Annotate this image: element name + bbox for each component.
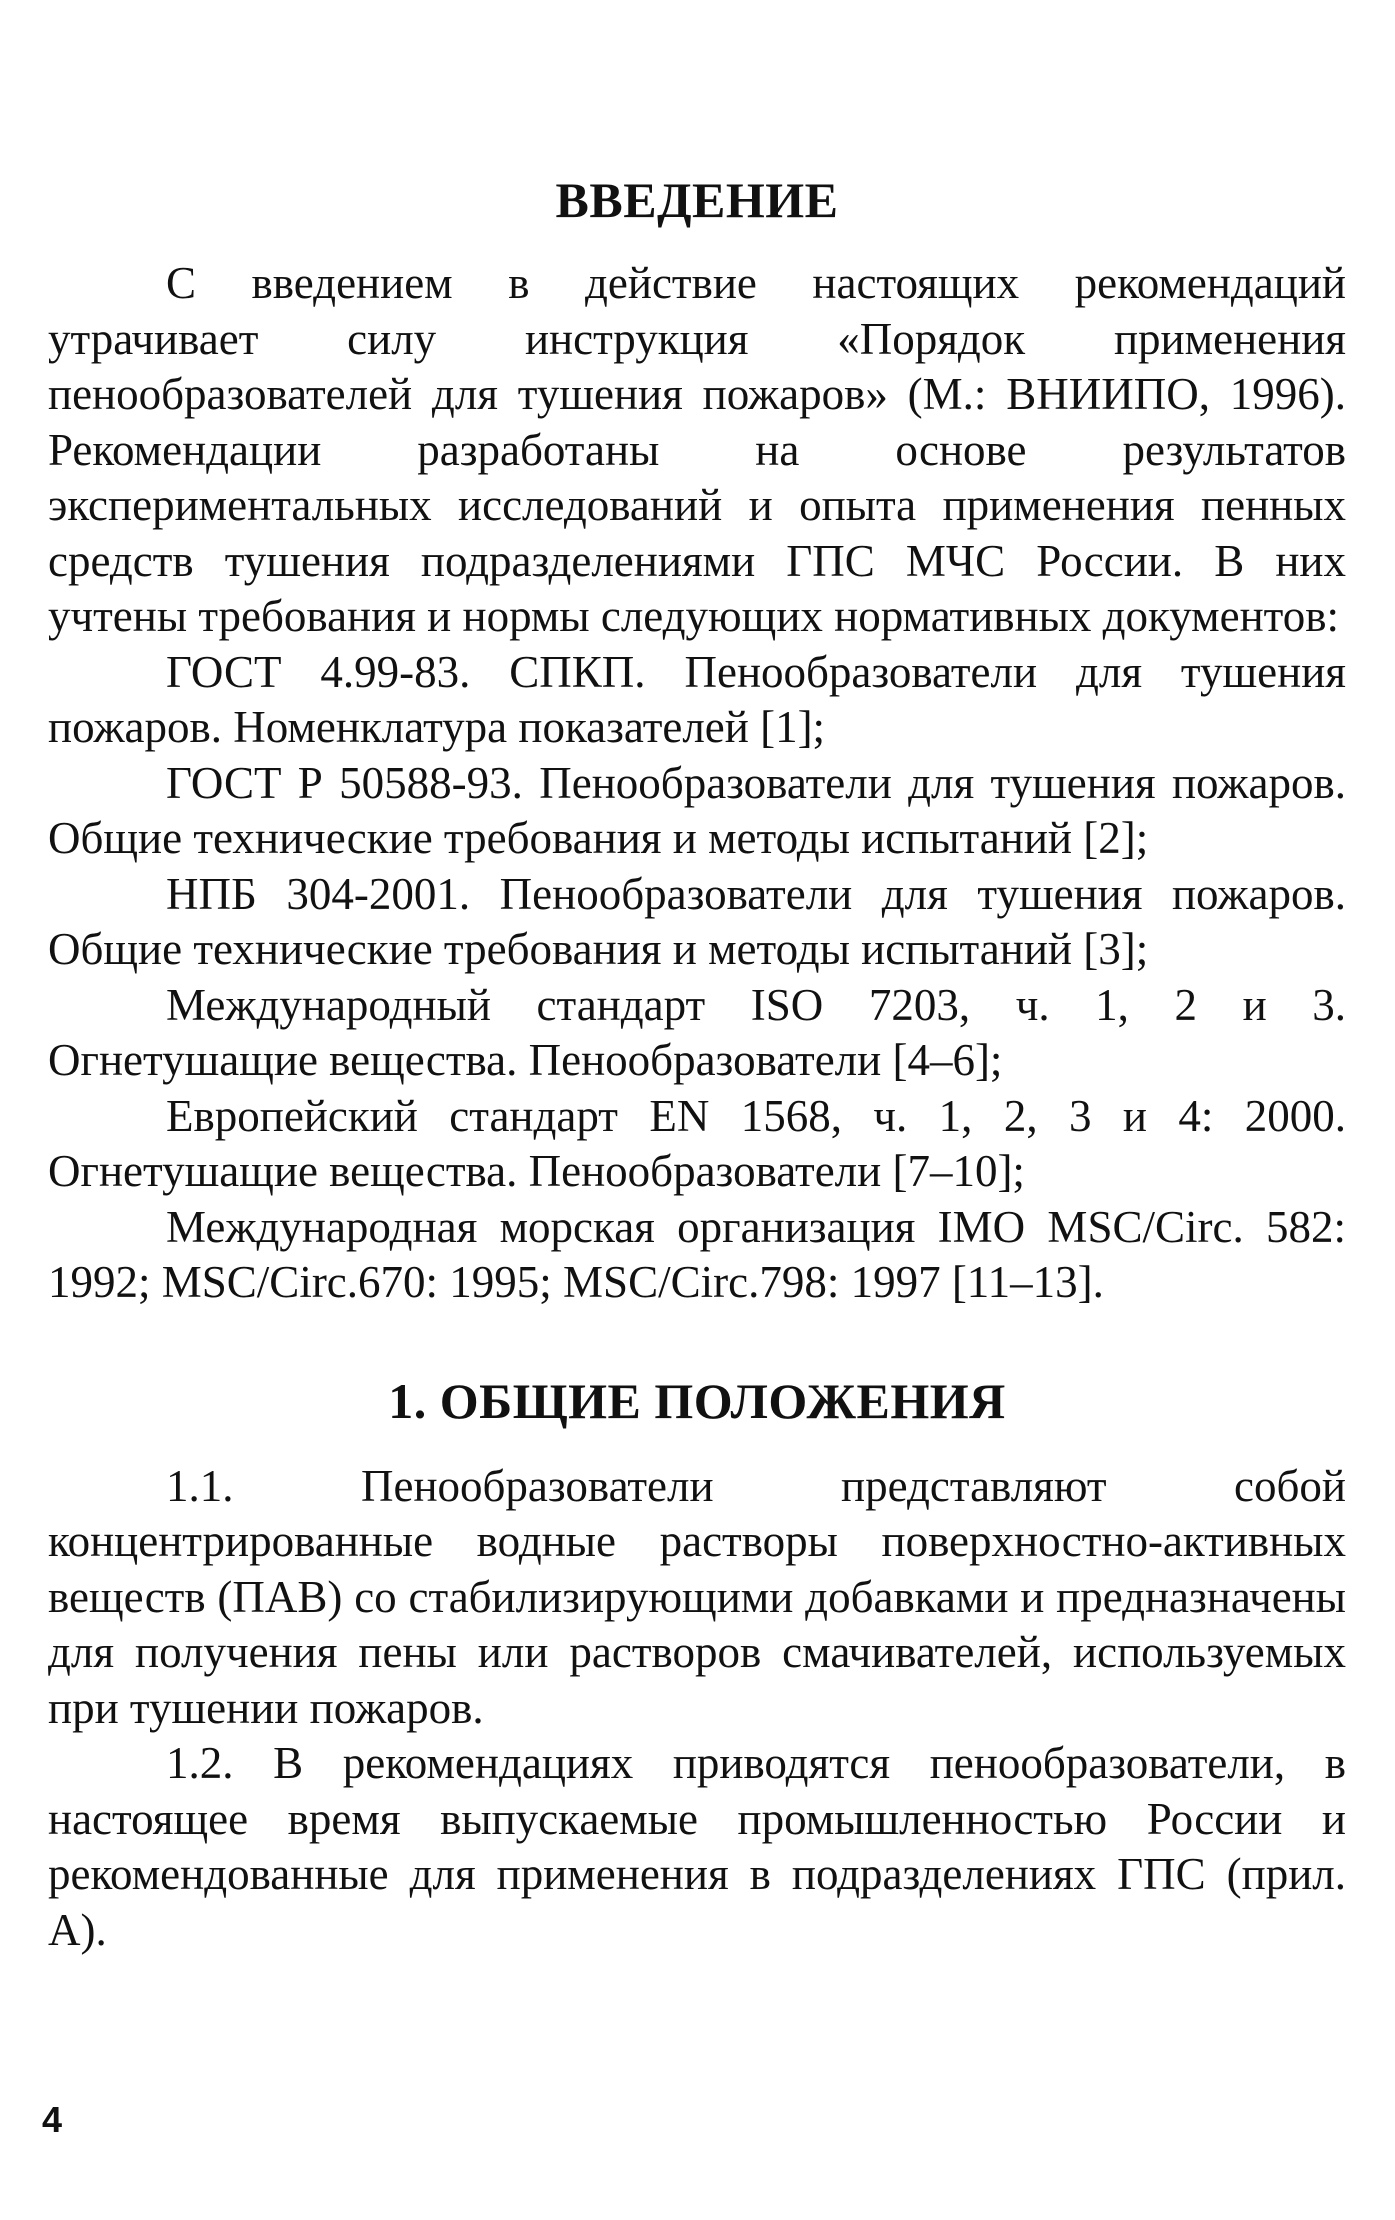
reference-gost-r-50588-93: ГОСТ Р 50588-93. Пенообразователи для тушения пожаров. Общие технические требования и методы испытаний [2]; — [48, 757, 1346, 863]
page-content — [48, 168, 1346, 1958]
heading-introduction: ВВЕДЕНИЕ — [555, 172, 839, 228]
reference-npb-304-2001: НПБ 304-2001. Пенообразователи для тушения пожаров. Общие технические требования и методы испытаний [3]; — [48, 868, 1346, 974]
intro-paragraph: С введением в действие настоящих рекомендаций утрачивает силу инструкция «Порядок применения пенообразователей для тушения пожаров» (М.: ВНИИПО, 1996). Рекомендации разработаны на основе результатов экспериментальных исследований и опыта применения пенных средств тушения подразделениями ГПС МЧС России. В них учтены требования и нормы следующих нормативных документов: — [48, 258, 1346, 641]
clause-1-1: 1.1. Пенообразователи представляют собой концентрированные водные растворы поверхностно-активных веществ (ПАВ) со стабилизирующими добавками и предназначены для получения пены или растворов смачивателей, используемых при тушении пожаров. — [48, 1460, 1346, 1733]
clause-1-2: 1.2. В рекомендациях приводятся пенообразователи, в настоящее время выпускаемые промышленностью России и рекомендованные для применения в подразделениях ГПС (прил. А). — [48, 1738, 1346, 1955]
heading-general-provisions: 1. ОБЩИЕ ПОЛОЖЕНИЯ — [388, 1372, 1006, 1429]
reference-iso-7203: Международный стандарт ISO 7203, ч. 1, 2 и 3. Огнетушащие вещества. Пенообразователи [4–6]; — [48, 979, 1346, 1085]
page-number: 4 — [42, 2099, 63, 2140]
reference-gost-4-99-83: ГОСТ 4.99-83. СПКП. Пенообразователи для тушения пожаров. Номенклатура показателей [1]; — [48, 646, 1346, 752]
reference-imo-msc: Международная морская организация IMO MSC/Circ. 582: 1992; MSC/Circ.670: 1995; MSC/Circ.798: 1997 [11–13]. — [48, 1201, 1346, 1307]
reference-en-1568: Европейский стандарт EN 1568, ч. 1, 2, 3 и 4: 2000. Огнетушащие вещества. Пенообразователи [7–10]; — [48, 1090, 1346, 1196]
